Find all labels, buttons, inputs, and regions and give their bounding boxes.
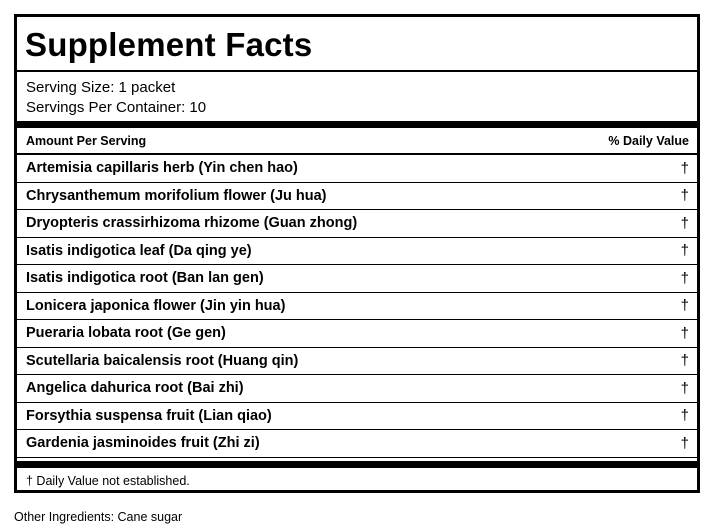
ingredient-name: Dryopteris crassirhizoma rhizome (Guan zhong) [26, 215, 358, 232]
ingredient-name: Isatis indigotica root (Ban lan gen) [26, 270, 264, 287]
serving-size: Serving Size: 1 packet [26, 79, 176, 96]
ingredient-name: Angelica dahurica root (Bai zhi) [26, 380, 244, 397]
ingredient-name: Artemisia capillaris herb (Yin chen hao) [26, 160, 298, 177]
ingredient-row [17, 238, 697, 266]
daily-value-mark: † [680, 324, 689, 342]
thick-divider-bottom [17, 461, 697, 468]
panel-title: Supplement Facts [25, 26, 313, 63]
daily-value-mark: † [680, 407, 689, 425]
other-ingredients: Other Ingredients: Cane sugar [14, 510, 183, 524]
ingredient-row [17, 265, 697, 293]
servings-per-container: Servings Per Container: 10 [26, 99, 207, 116]
ingredient-row [17, 293, 697, 321]
daily-value-mark: † [680, 352, 689, 370]
ingredient-row [17, 403, 697, 431]
ingredient-row [17, 320, 697, 348]
daily-value-label: % Daily Value [608, 134, 689, 148]
ingredient-name: Chrysanthemum morifolium flower (Ju hua) [26, 187, 327, 204]
amount-per-serving-label: Amount Per Serving [26, 134, 147, 148]
ingredient-list [17, 155, 697, 458]
ingredient-name: Isatis indigotica leaf (Da qing ye) [26, 242, 252, 259]
ingredient-name: Scutellaria baicalensis root (Huang qin) [26, 352, 299, 369]
ingredient-row [17, 210, 697, 238]
ingredient-row [17, 375, 697, 403]
daily-value-mark: † [680, 187, 689, 205]
column-header [26, 129, 689, 153]
daily-value-mark: † [680, 214, 689, 232]
ingredient-row [17, 155, 697, 183]
daily-value-mark: † [680, 434, 689, 452]
ingredient-name: Lonicera japonica flower (Jin yin hua) [26, 297, 286, 314]
ingredient-name: Gardenia jasminoides fruit (Zhi zi) [26, 435, 260, 452]
daily-value-mark: † [680, 379, 689, 397]
ingredient-name: Forsythia suspensa fruit (Lian qiao) [26, 407, 272, 424]
ingredient-row [17, 430, 697, 458]
title-divider [17, 70, 697, 72]
supplement-facts-panel [14, 14, 700, 493]
thick-divider-top [17, 121, 697, 128]
daily-value-mark: † [680, 159, 689, 177]
ingredient-name: Pueraria lobata root (Ge gen) [26, 325, 226, 342]
ingredient-row [17, 183, 697, 211]
ingredient-row [17, 348, 697, 376]
daily-value-mark: † [680, 242, 689, 260]
daily-value-mark: † [680, 297, 689, 315]
daily-value-footnote: † Daily Value not established. [26, 474, 190, 488]
daily-value-mark: † [680, 269, 689, 287]
